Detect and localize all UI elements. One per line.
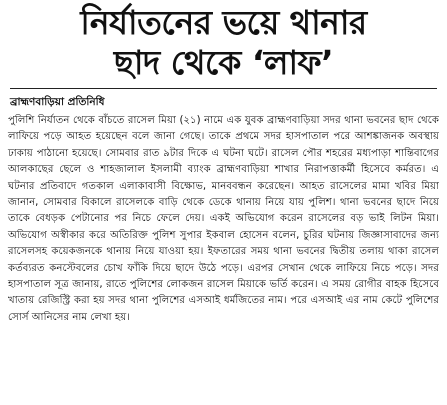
headline-divider xyxy=(10,88,437,89)
headline-line-2: ছাদ থেকে ‘লাফ’ xyxy=(113,43,334,82)
article-paragraph: পুলিশি নির্যাতন থেকে বাঁচতে রাসেল মিয়া (২১) নামে এক যুবক ব্রাহ্মণবাড়িয়া সদর থানা ভবনের ছাদ থেকে লাফিয়ে পড়ে আহত হয়েছেন বলে জানা গেছে। তাকে প্রথমে সদর হাসপাতাল পরে আশঙ্কাজনক অবস্থায় ঢাকায় পাঠানো হয়েছে। সোমবার রাত ৯টার দিকে এ ঘটনা ঘটে। রাসেল পৌর শহরের মধ্যপাড়া শান্তিবাগের আলকাছের ছেলে ও শাহজালাল ইসলামী ব্যাংক ব্রাহ্মণবাড়িয়া শাখার নিরাপত্তাকর্মী হিসেবে কর্মরত। এ ঘটনার প্রতিবাদে গতকাল এলাকাবাসী বিক্ষোভ, মানববন্ধন করেছেন। আহত রাসেলের মামা খবির মিয়া জানান, সোমবার বিকালে রাসেলকে বাড়ি থেকে ডেকে থানায় নিয়ে যায় পুলিশ। থানা ভবনের ছাদে নিয়ে তাকে বেধড়ক পেটানোর পর নিচে ফেলে দেয়। একই অভিযোগ করেন রাসেলের বড় ভাই লিটন মিয়া। অভিযোগ অস্বীকার করে অতিরিক্ত পুলিশ সুপার ইকবাল হোসেন বলেন, চুরির ঘটনায় জিজ্ঞাসাবাদের জন্য রাসেলসহ কয়েকজনকে থানায় নিয়ে যাওয়া হয়। ইফতারের সময় থানা ভবনের দ্বিতীয় তলায় থাকা রাসেল কর্তব্যরত কনস্টেবলের চোখ ফাঁকি দিয়ে ছাদে উঠে পড়ে। এরপর সেখান থেকে লাফিয়ে নিচে পড়ে। সদর হাসপাতাল সূত্র জানায়, রাতে পুলিশের লোকজন রাসেল মিয়াকে ভর্তি করেন। এ সময় রোগীর বাহক হিসেবে খাতায় রেজিস্ট্রি করা হয় সদর থানা পুলিশের এসআই ধর্মজিতের নাম। পরে এসআই এর নাম কেটে পুলিশের সোর্স আনিসের নাম লেখা হয়। xyxy=(8,115,439,323)
headline xyxy=(0,3,447,83)
headline-line-1: নির্যাতনের ভয়ে থানার xyxy=(80,3,367,42)
article-body xyxy=(8,113,439,326)
byline: ব্রাহ্মণবাড়িয়া প্রতিনিধি xyxy=(10,96,105,108)
